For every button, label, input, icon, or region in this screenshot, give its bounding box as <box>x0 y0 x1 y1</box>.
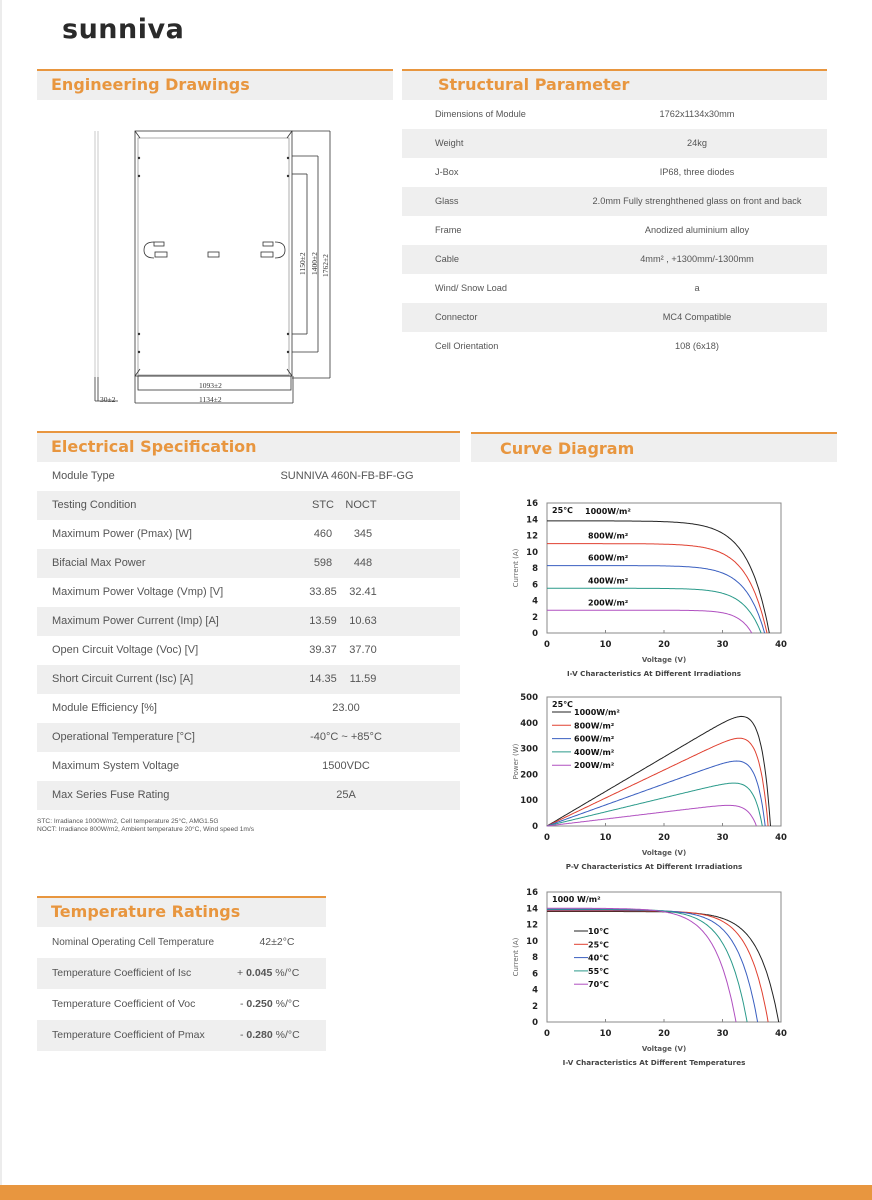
table-row: Dimensions of Module 1762x1134x30mm <box>435 109 735 119</box>
x-tick-label: 10 <box>599 1029 612 1039</box>
series-line <box>547 911 768 1022</box>
noct-note: NOCT: Irradiance 800W/m2, Ambient temperature 20°C, Wind speed 1m/s <box>37 826 255 833</box>
pv-irradiance-chart <box>500 685 800 880</box>
engineering-drawing <box>88 125 338 415</box>
series-label: 1000W/m² <box>585 506 631 516</box>
chart-title: I-V Characteristics At Different Irradiations <box>566 669 742 678</box>
temperature-table <box>37 927 326 1051</box>
chart-annotation: 25℃ <box>552 700 573 709</box>
table-row: Nominal Operating Cell Temperature 42±2°C <box>52 936 295 948</box>
y-tick-label: 400 <box>520 718 538 729</box>
stc-note: STC: Irradiance 1000W/m2, Cell temperature 25°C, AMG1.5G <box>37 818 219 825</box>
chart-title: I-V Characteristics At Different Temperatures <box>562 1058 746 1067</box>
table-row: Glass 2.0mm Fully strenghthened glass on front and back <box>402 187 827 216</box>
footer-bar <box>0 1185 872 1200</box>
x-axis-label: Voltage (V) <box>641 849 687 857</box>
series-line <box>547 910 758 1022</box>
legend-label: 1000W/m² <box>574 708 620 717</box>
table-row: J-Box IP68, three diodes <box>435 167 735 177</box>
table-row: Maximum Power Voltage (Vmp) [V] 33.85 32.41 <box>52 586 377 598</box>
x-tick-label: 0 <box>544 1029 550 1039</box>
legend-label: 40℃ <box>588 953 609 963</box>
y-tick-label: 500 <box>520 693 538 703</box>
iv-temperature-chart <box>500 880 800 1080</box>
table-row: Module Efficiency [%] 23.00 <box>52 702 360 714</box>
x-tick-label: 40 <box>775 833 787 843</box>
x-tick-label: 30 <box>716 640 729 650</box>
test-conditions-notes <box>37 818 254 834</box>
y-tick-label: 14 <box>526 904 538 915</box>
x-tick-label: 10 <box>599 640 612 650</box>
x-tick-label: 30 <box>716 833 729 843</box>
series-line <box>547 566 765 633</box>
chart-annotation: 1000 W/m² <box>552 895 601 904</box>
series-label: 200W/m² <box>588 598 629 608</box>
series-line <box>547 783 762 826</box>
section-title: Curve Diagram <box>500 439 635 458</box>
y-tick-label: 12 <box>526 531 538 542</box>
table-row: Testing Condition STC NOCT <box>37 491 460 520</box>
y-tick-label: 12 <box>526 920 538 931</box>
table-row: Frame Anodized aluminium alloy <box>435 225 750 235</box>
iv-irradiance-chart <box>500 490 800 690</box>
y-tick-label: 10 <box>526 547 538 558</box>
y-tick-label: 16 <box>526 499 538 509</box>
table-row: Maximum System Voltage 1500VDC <box>52 760 370 772</box>
chart-title: P-V Characteristics At Different Irradiations <box>565 862 743 871</box>
y-tick-label: 4 <box>532 596 538 607</box>
y-tick-label: 2 <box>532 1001 538 1012</box>
legend-label: 400W/m² <box>574 747 615 757</box>
x-tick-label: 40 <box>775 640 787 650</box>
table-row: Wind/ Snow Load a <box>435 283 700 293</box>
x-axis-label: Voltage (V) <box>641 1045 687 1053</box>
section-header-engineering <box>37 69 393 100</box>
y-tick-label: 2 <box>532 612 538 623</box>
section-title: Electrical Specification <box>51 437 257 456</box>
x-axis-label: Voltage (V) <box>641 656 687 664</box>
page-edge <box>0 0 2 1185</box>
x-tick-label: 0 <box>544 640 550 650</box>
table-row: Cell Orientation 108 (6x18) <box>435 341 719 351</box>
series-line <box>547 761 765 826</box>
y-tick-label: 0 <box>532 629 538 639</box>
table-row: Operational Temperature [°C] -40°C ~ +85°C <box>37 723 460 752</box>
x-tick-label: 0 <box>544 833 550 843</box>
table-row: Connector MC4 Compatible <box>402 303 827 332</box>
series-line <box>547 610 752 633</box>
structural-table <box>402 100 827 361</box>
series-label: 400W/m² <box>588 576 629 586</box>
y-tick-label: 200 <box>520 770 538 781</box>
series-line <box>547 805 756 826</box>
y-tick-label: 6 <box>532 969 538 980</box>
y-tick-label: 4 <box>532 985 538 996</box>
legend-label: 70℃ <box>588 980 609 990</box>
dim-1093: 1093±2 <box>199 381 222 390</box>
table-row: Maximum Power (Pmax) [W] 460 345 <box>52 528 373 540</box>
y-axis-label: Power (W) <box>512 743 520 780</box>
section-title: Structural Parameter <box>438 75 630 94</box>
dim-1762: 1762±2 <box>321 254 330 277</box>
sun-grid-logo-icon <box>34 9 64 49</box>
section-title: Engineering Drawings <box>51 75 250 94</box>
table-row: Maximum Power Current (Imp) [A] 13.59 10.63 <box>37 607 460 636</box>
brand-logo <box>34 9 184 49</box>
table-row: Bifacial Max Power 598 448 <box>37 549 460 578</box>
table-row: Short Circuit Current (Isc) [A] 14.35 11.59 <box>37 665 460 694</box>
x-tick-label: 20 <box>658 1029 670 1039</box>
table-row: Weight 24kg <box>402 129 827 158</box>
section-header-electrical <box>37 431 460 462</box>
section-header-curves <box>471 432 837 462</box>
series-label: 600W/m² <box>588 553 629 563</box>
x-tick-label: 20 <box>658 833 670 843</box>
series-label: 800W/m² <box>588 531 629 541</box>
table-row: Cable 4mm² , +1300mm/-1300mm <box>402 245 827 274</box>
section-header-structural <box>402 69 827 100</box>
x-tick-label: 10 <box>599 833 612 843</box>
section-title: Temperature Ratings <box>51 902 241 921</box>
y-tick-label: 8 <box>532 953 538 963</box>
dim-30: 30±2 <box>100 395 116 404</box>
dim-1134: 1134±2 <box>199 395 222 404</box>
y-axis-label: Current (A) <box>512 937 520 977</box>
table-row: Temperature Coefficient of Pmax - 0.280 %/°C <box>37 1020 326 1051</box>
y-tick-label: 16 <box>526 888 538 898</box>
x-tick-label: 30 <box>716 1029 729 1039</box>
dim-1400: 1400±2 <box>310 252 319 275</box>
y-tick-label: 0 <box>532 822 538 832</box>
x-tick-label: 40 <box>775 1029 787 1039</box>
table-row: Temperature Coefficient of Isc + 0.045 %/°C <box>37 958 326 989</box>
table-row: Max Series Fuse Rating 25A <box>37 781 460 810</box>
legend-label: 10℃ <box>588 927 609 936</box>
legend-label: 55℃ <box>588 966 609 976</box>
legend-label: 25℃ <box>588 940 609 950</box>
y-tick-label: 8 <box>532 564 538 574</box>
chart-annotation: 25℃ <box>552 506 573 515</box>
series-line <box>547 521 769 633</box>
table-row: Temperature Coefficient of Voc - 0.250 %/°C <box>52 998 300 1010</box>
plot-frame <box>547 503 781 633</box>
brand-name: sunniva <box>62 13 185 45</box>
y-tick-label: 100 <box>520 796 538 807</box>
y-tick-label: 6 <box>532 580 538 591</box>
y-tick-label: 14 <box>526 515 538 526</box>
legend-label: 800W/m² <box>574 721 615 731</box>
y-tick-label: 10 <box>526 936 538 947</box>
y-axis-label: Current (A) <box>512 548 520 588</box>
table-row: Module Type SUNNIVA 460N-FB-BF-GG <box>52 470 414 482</box>
x-tick-label: 20 <box>658 640 670 650</box>
series-line <box>547 909 747 1022</box>
electrical-table <box>37 462 460 810</box>
y-tick-label: 300 <box>520 744 538 755</box>
y-tick-label: 0 <box>532 1018 538 1028</box>
dim-1150: 1150±2 <box>298 252 307 275</box>
section-header-temperature <box>37 896 326 927</box>
legend-label: 200W/m² <box>574 761 615 771</box>
legend-label: 600W/m² <box>574 734 615 744</box>
table-row: Open Circuit Voltage (Voc) [V] 39.37 37.70 <box>52 644 377 656</box>
